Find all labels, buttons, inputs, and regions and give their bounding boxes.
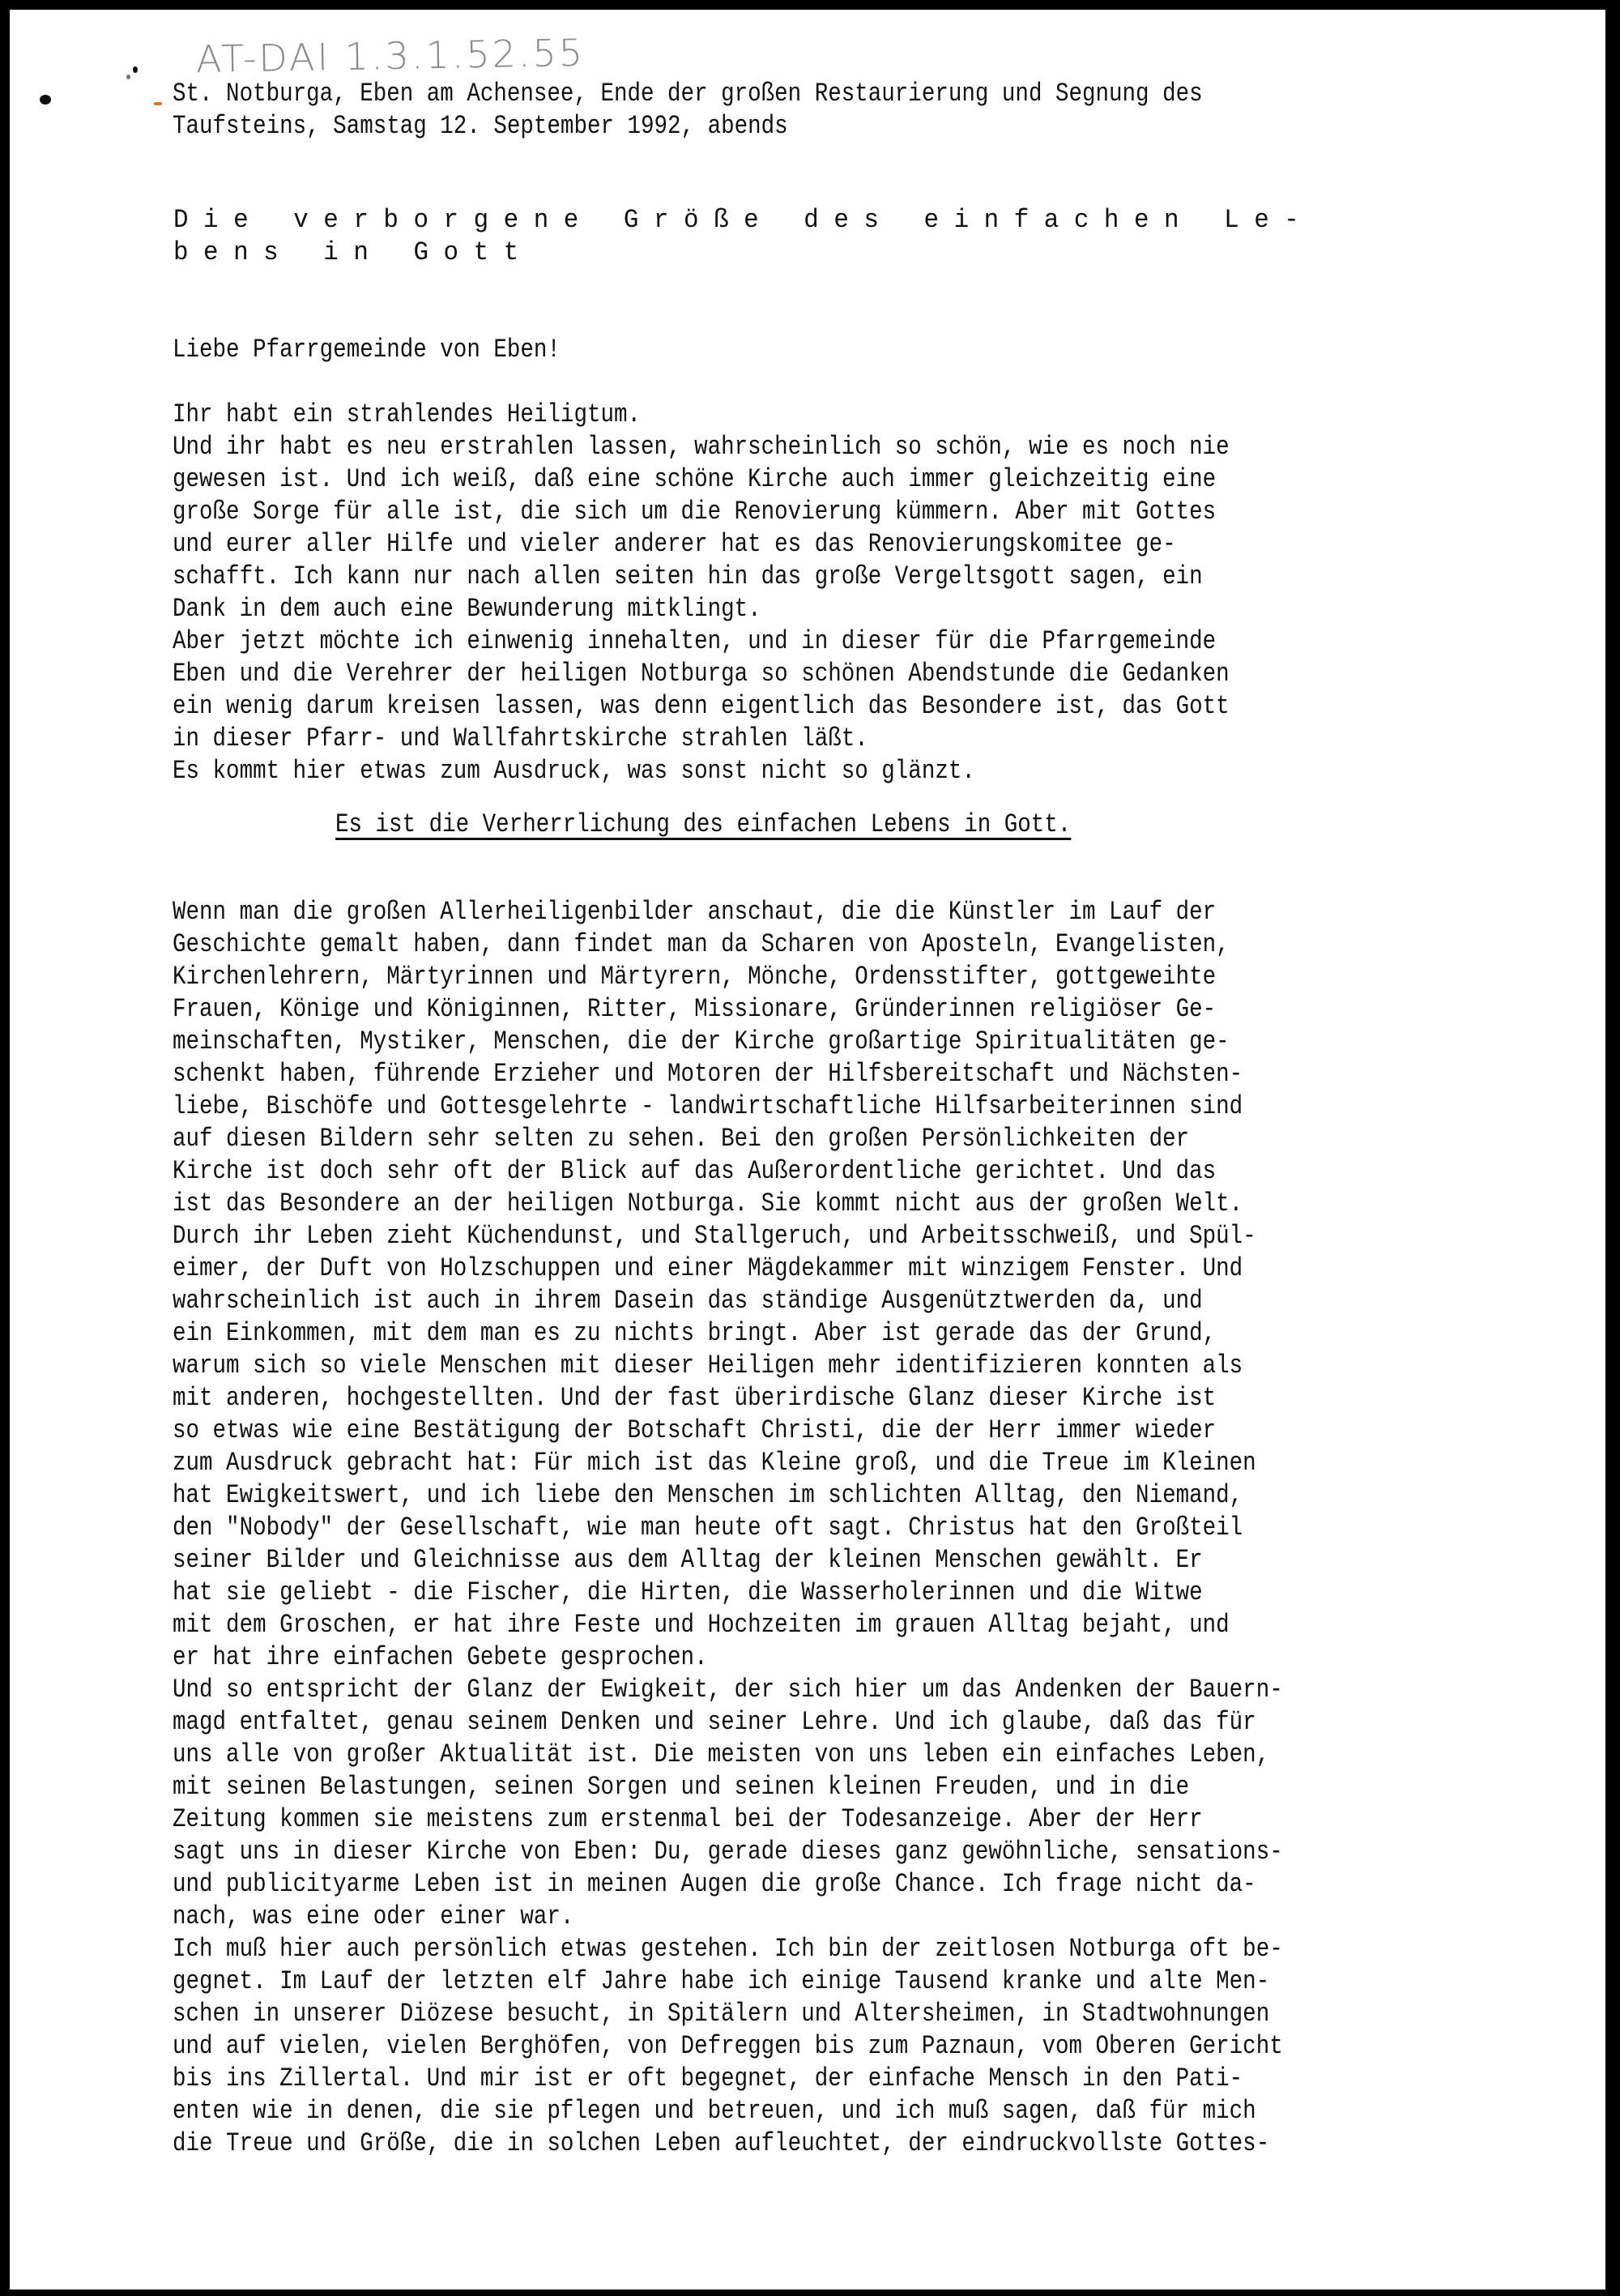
- scan-mark: [154, 102, 162, 105]
- emphasis-text: Es ist die Verherrlichung des einfachen Lebens in Gott.: [335, 809, 1072, 839]
- text-line: seiner Bilder und Gleichnisse aus dem Alltag der kleinen Menschen gewählt. Er: [173, 1545, 1203, 1575]
- text-line: Zeitung kommen sie meistens zum erstenmal bei der Todesanzeige. Aber der Herr: [173, 1804, 1203, 1834]
- text-line: mit dem Groschen, er hat ihre Feste und Hochzeiten im grauen Alltag bejaht, und: [173, 1610, 1230, 1640]
- text-line: schenkt haben, führende Erzieher und Motoren der Hilfsbereitschaft und Nächsten-: [173, 1059, 1243, 1089]
- text-line: die Treue und Größe, die in solchen Leben aufleuchtet, der eindruckvollste Gottes-: [173, 2128, 1270, 2158]
- text-line: nach, was eine oder einer war.: [173, 1901, 574, 1931]
- text-line: Ihr habt ein strahlendes Heiligtum.: [173, 399, 642, 429]
- text-line: hat sie geliebt - die Fischer, die Hirten, die Wasserholerinnen und die Witwe: [173, 1577, 1203, 1607]
- emphasis-statement: [335, 809, 1191, 841]
- scan-speck: [126, 75, 130, 79]
- header-line: Taufsteins, Samstag 12. September 1992, abends: [173, 111, 788, 141]
- header-line: St. Notburga, Eben am Achensee, Ende der großen Restaurierung und Segnung des: [173, 79, 1203, 109]
- text-line: Geschichte gemalt haben, dann findet man da Scharen von Aposteln, Evangelisten,: [173, 929, 1230, 959]
- text-line: Frauen, Könige und Königinnen, Ritter, Missionare, Gründerinnen religiöser Ge-: [173, 994, 1217, 1024]
- intro-paragraph: [173, 399, 1401, 787]
- text-line: sagt uns in dieser Kirche von Eben: Du, gerade dieses ganz gewöhnliche, sensations-: [173, 1837, 1283, 1867]
- scanned-page: [10, 10, 1605, 2290]
- text-line: warum sich so viele Menschen mit dieser Heiligen mehr identifizieren konnten als: [173, 1351, 1243, 1381]
- text-line: Ich muß hier auch persönlich etwas gestehen. Ich bin der zeitlosen Notburga oft be-: [173, 1934, 1283, 1964]
- archive-reference-handwritten: AT-DAI 1.3.1.52.55: [195, 30, 586, 82]
- text-line: Dank in dem auch eine Bewunderung mitklingt.: [173, 594, 761, 624]
- text-line: schen in unserer Diözese besucht, in Spitälern und Altersheimen, in Stadtwohnungen: [173, 1999, 1270, 2029]
- text-line: liebe, Bischöfe und Gottesgelehrte - landwirtschaftliche Hilfsarbeiterinnen sind: [173, 1091, 1243, 1121]
- text-line: Eben und die Verehrer der heiligen Notburga so schönen Abendstunde die Gedanken: [173, 659, 1230, 689]
- scan-speck: [40, 95, 51, 105]
- text-line: in dieser Pfarr- und Wallfahrtskirche strahlen läßt.: [173, 723, 868, 753]
- text-line: meinschaften, Mystiker, Menschen, die der Kirche großartige Spiritualitäten ge-: [173, 1026, 1230, 1056]
- text-line: gegnet. Im Lauf der letzten elf Jahre habe ich einige Tausend kranke und alte Men-: [173, 1966, 1270, 1996]
- text-line: auf diesen Bildern sehr selten zu sehen. Bei den großen Persönlichkeiten der: [173, 1124, 1190, 1154]
- text-line: wahrscheinlich ist auch in ihrem Dasein das ständige Ausgenütztwerden da, und: [173, 1286, 1203, 1316]
- text-line: zum Ausdruck gebracht hat: Für mich ist das Kleine groß, und die Treue im Kleinen: [173, 1448, 1256, 1478]
- title-line: b e n s i n G o t t: [173, 237, 519, 267]
- text-line: und publicityarme Leben ist in meinen Augen die große Chance. Ich frage nicht da-: [173, 1869, 1256, 1899]
- text-line: eimer, der Duft von Holzschuppen und einer Mägdekammer mit winzigem Fenster. Und: [173, 1253, 1243, 1283]
- text-line: mit seinen Belastungen, seinen Sorgen und seinen kleinen Freuden, und in die: [173, 1772, 1190, 1802]
- text-line: Kirche ist doch sehr oft der Blick auf das Außerordentliche gerichtet. Und das: [173, 1156, 1217, 1186]
- text-line: Wenn man die großen Allerheiligenbilder anschaut, die die Künstler im Lauf der: [173, 897, 1217, 927]
- text-line: ein Einkommen, mit dem man es zu nichts bringt. Aber ist gerade das der Grund,: [173, 1318, 1217, 1348]
- text-line: ein wenig darum kreisen lassen, was denn eigentlich das Besondere ist, das Gott: [173, 691, 1230, 721]
- text-line: bis ins Zillertal. Und mir ist er oft begegnet, der einfache Mensch in den Pati-: [173, 2063, 1243, 2093]
- text-line: Es kommt hier etwas zum Ausdruck, was sonst nicht so glänzt.: [173, 756, 975, 786]
- text-line: ist das Besondere an der heiligen Notburga. Sie kommt nicht aus der großen Welt.: [173, 1189, 1243, 1218]
- text-line: hat Ewigkeitswert, und ich liebe den Menschen im schlichten Alltag, den Niemand,: [173, 1480, 1243, 1510]
- text-line: Aber jetzt möchte ich einwenig innehalten, und in dieser für die Pfarrgemeinde: [173, 626, 1217, 656]
- text-line: enten wie in denen, die sie pflegen und betreuen, und ich muß sagen, daß für mich: [173, 2096, 1256, 2126]
- text-line: Durch ihr Leben zieht Küchendunst, und Stallgeruch, und Arbeitsschweiß, und Spül-: [173, 1221, 1256, 1251]
- text-line: und auf vielen, vielen Berghöfen, von Defreggen bis zum Paznaun, vom Oberen Gericht: [173, 2031, 1283, 2061]
- body-paragraphs: [173, 896, 1464, 2160]
- text-line: Und ihr habt es neu erstrahlen lassen, wahrscheinlich so schön, wie es noch nie: [173, 432, 1230, 462]
- text-line: magd entfaltet, genau seinem Denken und seiner Lehre. Und ich glaube, daß das für: [173, 1707, 1256, 1737]
- text-line: den "Nobody" der Gesellschaft, wie man heute oft sagt. Christus hat den Großteil: [173, 1513, 1243, 1543]
- document-header: [173, 78, 1371, 143]
- text-line: und eurer aller Hilfe und vieler anderer hat es das Renovierungskomitee ge-: [173, 529, 1176, 559]
- text-line: große Sorge für alle ist, die sich um die Renovierung kümmern. Aber mit Gottes: [173, 497, 1217, 527]
- text-line: mit anderen, hochgestellten. Und der fast überirdische Glanz dieser Kirche ist: [173, 1383, 1217, 1413]
- text-line: er hat ihre einfachen Gebete gesprochen.: [173, 1642, 708, 1672]
- text-line: gewesen ist. Und ich weiß, daß eine schöne Kirche auch immer gleichzeitig eine: [173, 464, 1217, 494]
- text-line: so etwas wie eine Bestätigung der Botschaft Christi, die der Herr immer wieder: [173, 1415, 1217, 1445]
- title-line: D i e v e r b o r g e n e G r ö ß e d e s e i n f a c h e n L e -: [173, 205, 1299, 235]
- salutation: [173, 334, 624, 366]
- text-line: Und so entspricht der Glanz der Ewigkeit, der sich hier um das Andenken der Bauern-: [173, 1675, 1283, 1705]
- text-line: Kirchenlehrern, Märtyrinnen und Märtyrern, Mönche, Ordensstifter, gottgeweihte: [173, 962, 1217, 992]
- text-line: uns alle von großer Aktualität ist. Die meisten von uns leben ein einfaches Leben,: [173, 1739, 1270, 1769]
- scan-speck: [133, 66, 138, 73]
- salutation-text: Liebe Pfarrgemeinde von Eben!: [173, 335, 561, 365]
- document-title: [173, 204, 1340, 269]
- text-line: schafft. Ich kann nur nach allen seiten hin das große Vergeltsgott sagen, ein: [173, 561, 1203, 591]
